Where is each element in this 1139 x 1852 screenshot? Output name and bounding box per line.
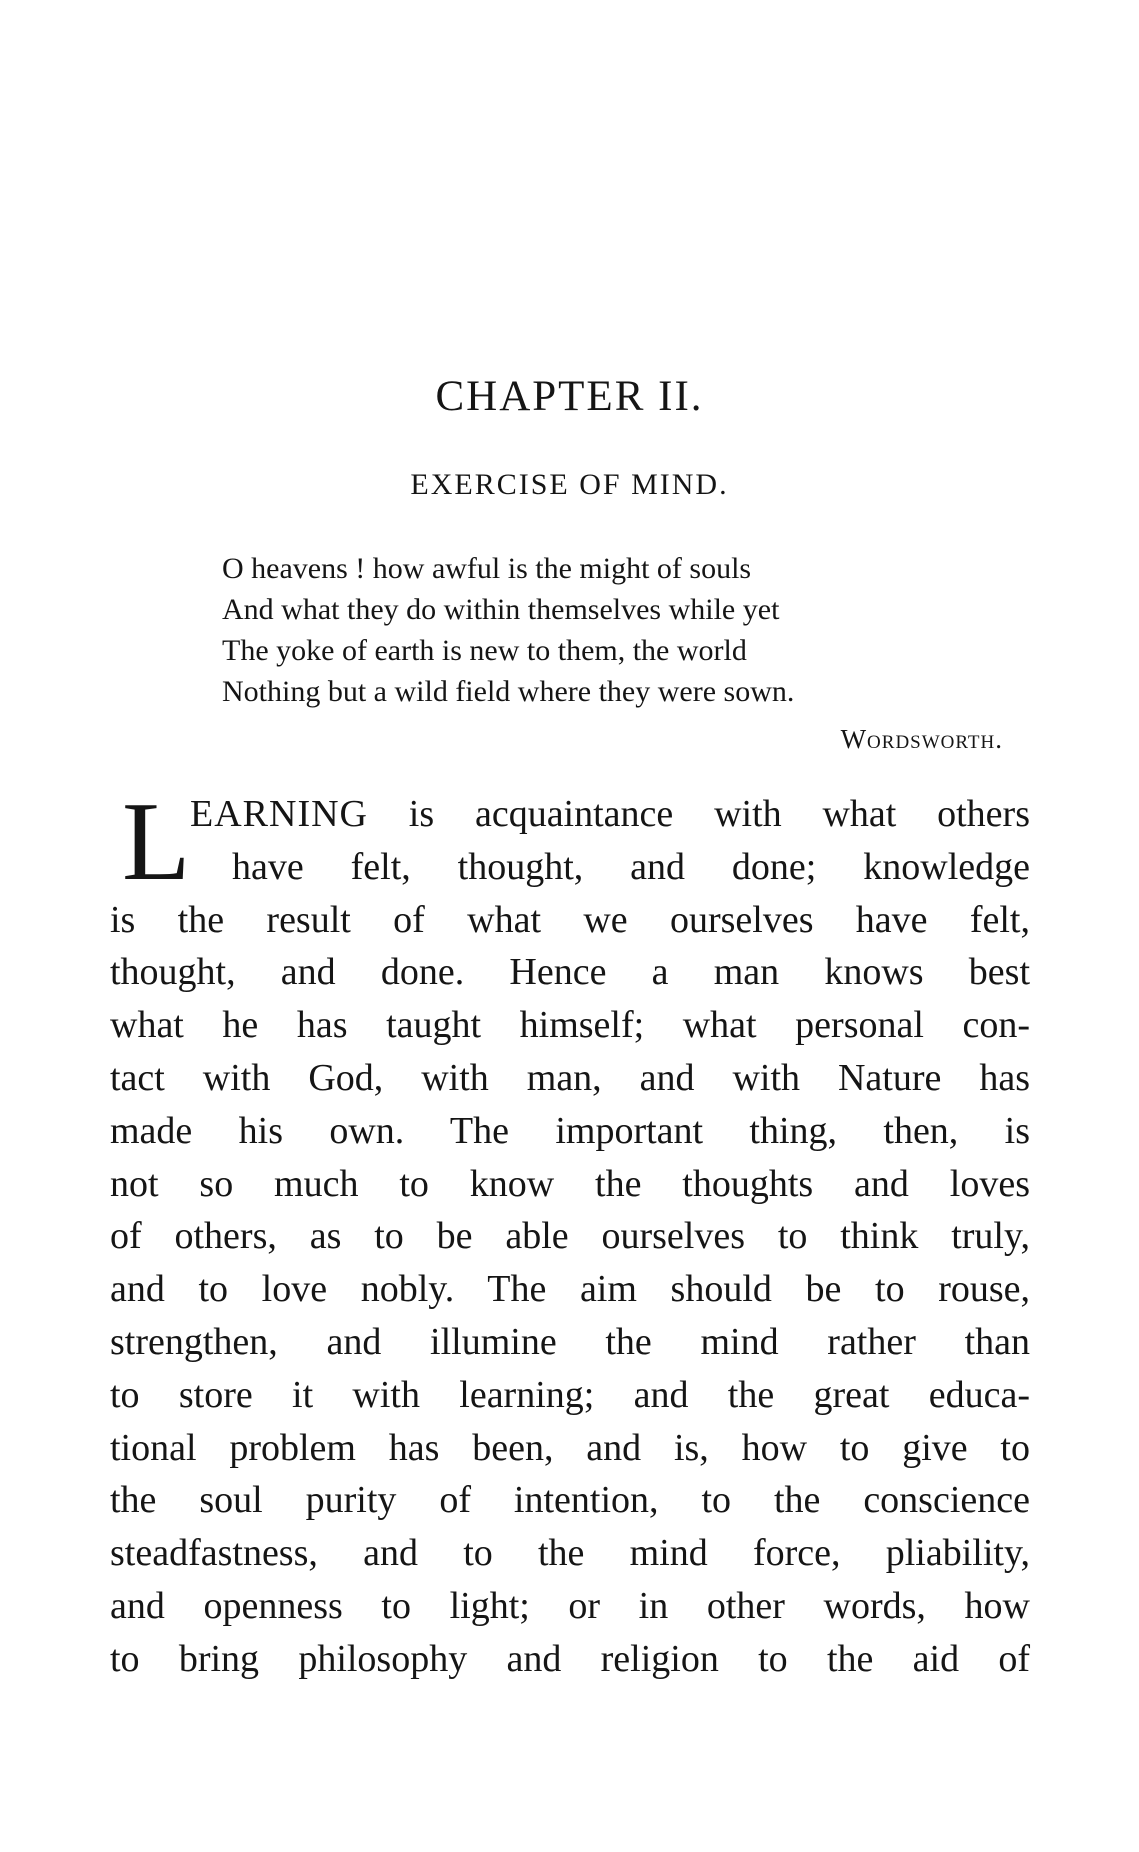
epigraph-line: The yoke of earth is new to them, the world — [222, 634, 747, 667]
body-line: steadfastness, and to the mind force, pliability, — [110, 1532, 1030, 1575]
body-line: is the result of what we ourselves have felt, — [110, 898, 1030, 941]
body-line: thought, and done. Hence a man knows best — [110, 951, 1030, 994]
lead-caps: EARNING — [190, 793, 368, 835]
body-text — [110, 780, 1030, 1686]
body-line: the soul purity of intention, to the conscience — [110, 1479, 1030, 1522]
body-line: strengthen, and illumine the mind rather than — [110, 1320, 1030, 1363]
body-line — [110, 788, 1030, 841]
epigraph-attribution: Wordsworth. — [840, 724, 1003, 754]
epigraph — [222, 548, 1002, 712]
first-line-text: is acquaintance with what others — [408, 793, 1030, 835]
body-line: tact with God, with man, and with Nature has — [110, 1056, 1030, 1099]
epigraph-line: O heavens ! how awful is the might of souls — [222, 552, 752, 585]
body-line: and to love nobly. The aim should be to rouse, — [110, 1268, 1030, 1311]
body-line: to store it with learning; and the great educa- — [110, 1373, 1030, 1416]
body-line: made his own. The important thing, then, is — [110, 1109, 1030, 1152]
chapter-subtitle: EXERCISE OF MIND. — [410, 468, 729, 501]
body-line: have felt, thought, and done; knowledge — [232, 845, 1030, 888]
body-line: of others, as to be able ourselves to think truly, — [110, 1215, 1030, 1258]
epigraph-line: Nothing but a wild field where they were sown. — [222, 675, 795, 708]
body-line: to bring philosophy and religion to the aid of — [110, 1637, 1030, 1680]
body-line: what he has taught himself; what personal con- — [110, 1004, 1030, 1047]
body-line: not so much to know the thoughts and loves — [110, 1162, 1030, 1205]
body-line: and openness to light; or in other words, how — [110, 1584, 1030, 1627]
epigraph-line: And what they do within themselves while yet — [222, 593, 780, 626]
chapter-title: CHAPTER II. — [435, 373, 704, 420]
body-line: tional problem has been, and is, how to give to — [110, 1426, 1030, 1469]
drop-cap: L — [122, 780, 191, 904]
